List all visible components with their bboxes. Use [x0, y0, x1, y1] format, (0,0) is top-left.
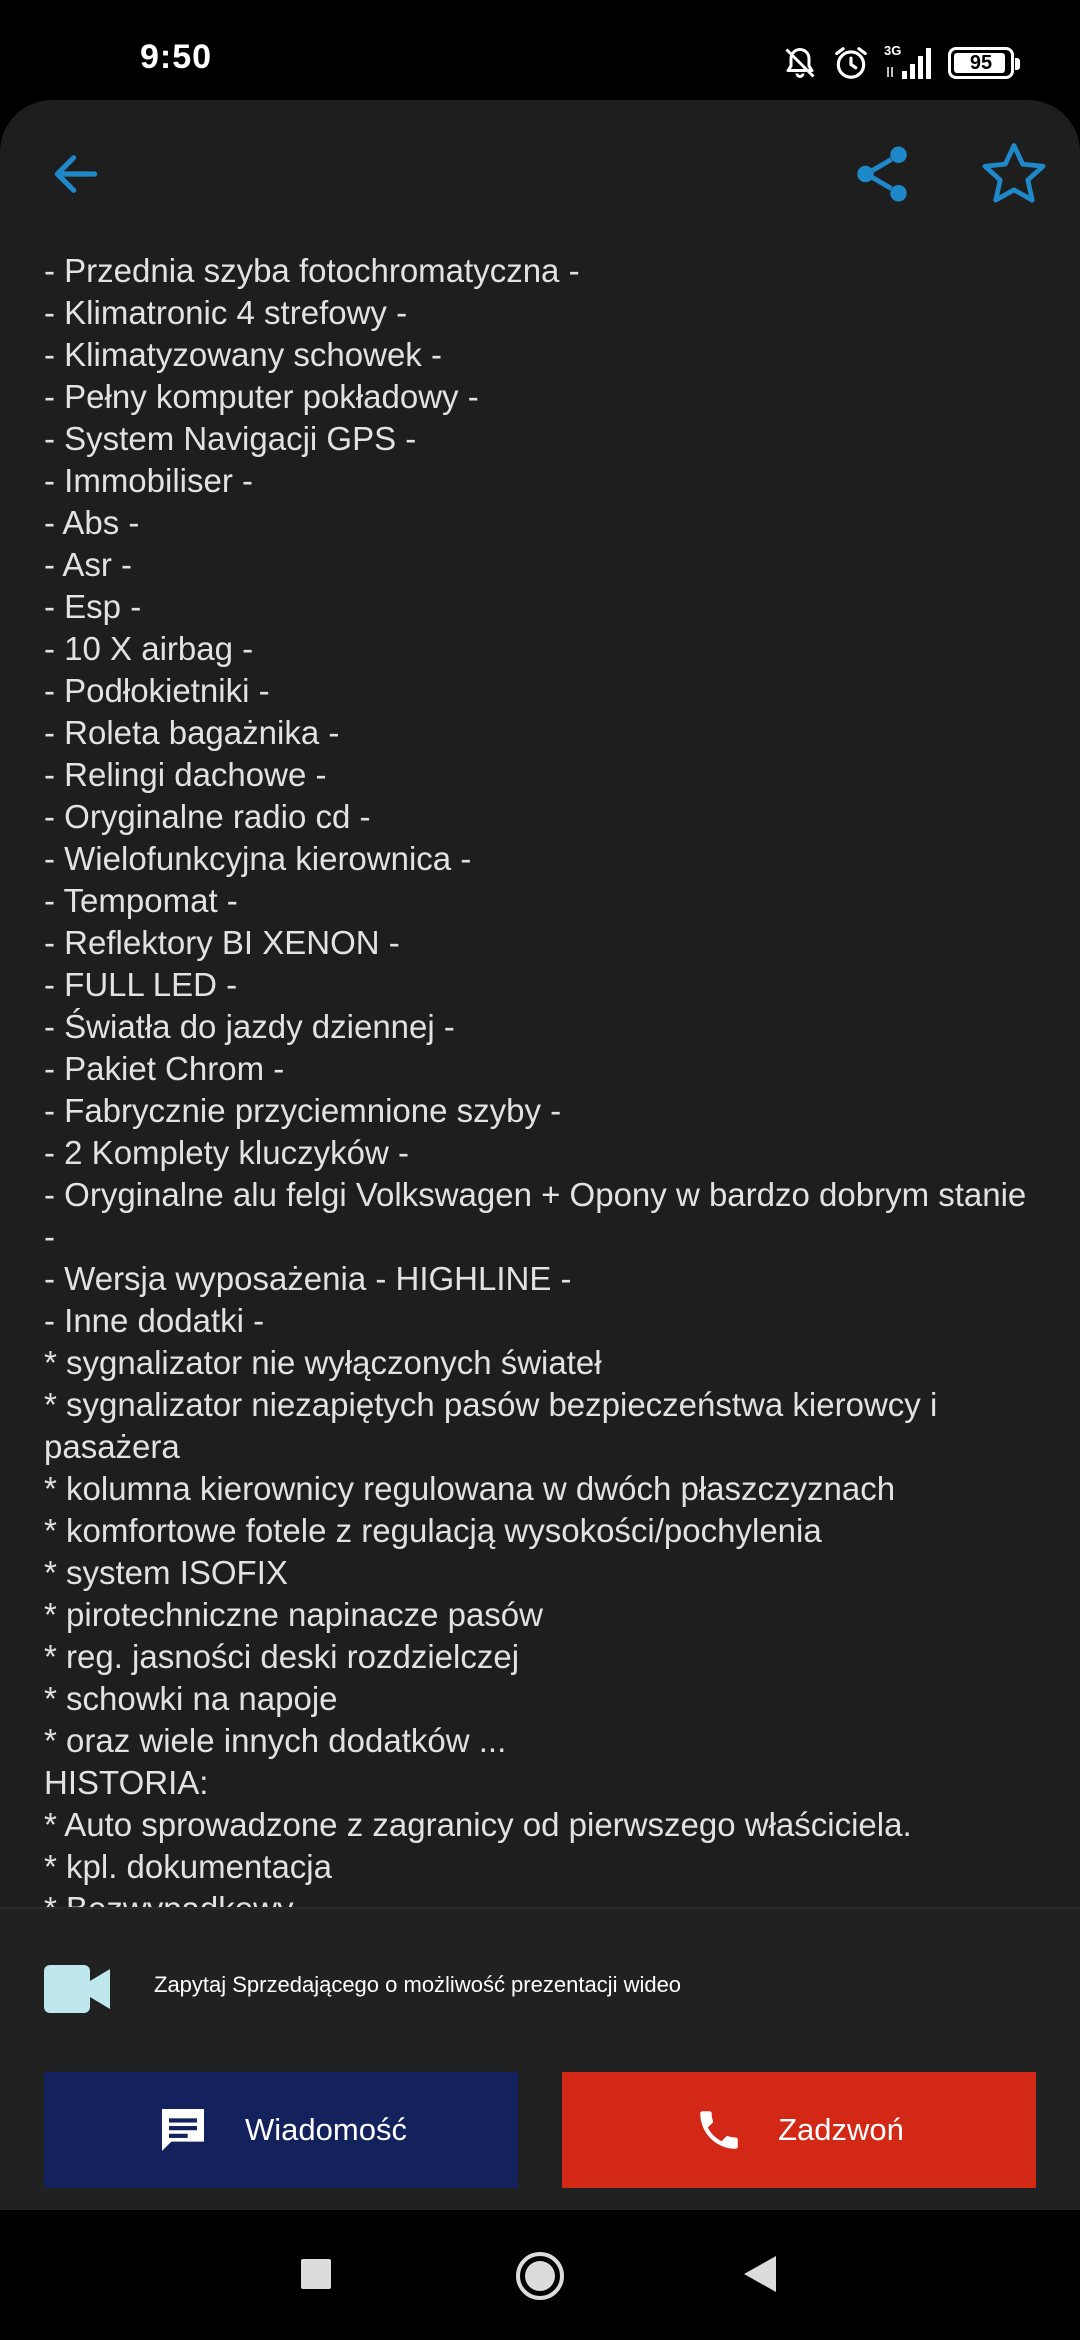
description-line: * pirotechniczne napinacze pasów	[44, 1596, 543, 1633]
description-line: - System Navigacji GPS -	[44, 420, 417, 457]
description-line: * sygnalizator niezapiętych pasów bezpieczeństwa kierowcy i pasażera	[44, 1386, 947, 1465]
description-line: - Przednia szyba fotochromatyczna -	[44, 252, 580, 289]
back-triangle-icon	[742, 2254, 778, 2294]
listing-sheet	[0, 100, 1080, 2210]
description-line: - 2 Komplety kluczyków -	[44, 1134, 409, 1171]
description-line: - Reflektory BI XENON -	[44, 924, 400, 961]
description-line: * Auto sprowadzone z zagranicy od pierwszego właściciela.	[44, 1806, 912, 1843]
description-line: - Klimatyzowany schowek -	[44, 336, 442, 373]
description-line: * system ISOFIX	[44, 1554, 288, 1591]
description-line: - Pakiet Chrom -	[44, 1050, 285, 1087]
call-button-label: Zadzwoń	[778, 2112, 904, 2147]
favorite-button[interactable]	[976, 136, 1052, 212]
description-line: - Esp -	[44, 588, 142, 625]
message-button[interactable]	[44, 2072, 518, 2188]
description-line: * reg. jasności deski rozdzielczej	[44, 1638, 520, 1675]
description-line: * oraz wiele innych dodatków ...	[44, 1722, 507, 1759]
description-line: - FULL LED -	[44, 966, 238, 1003]
status-bar	[0, 0, 1080, 100]
contact-panel	[0, 1907, 1080, 2210]
call-button[interactable]	[562, 2072, 1036, 2188]
video-prompt-row[interactable]	[0, 1909, 1080, 2059]
description-line: HISTORIA:	[44, 1764, 209, 1801]
signal-icon	[884, 45, 934, 81]
description-line: - 10 X airbag -	[44, 630, 254, 667]
share-icon	[849, 141, 915, 207]
video-camera-icon	[44, 1963, 112, 2015]
description-line: - Klimatronic 4 strefowy -	[44, 294, 408, 331]
alarm-icon	[832, 44, 870, 82]
video-prompt-text: Zapytaj Sprzedającego o możliwość prezentacji wideo	[154, 1972, 682, 1997]
message-icon	[155, 2102, 211, 2158]
back-arrow-icon	[48, 146, 104, 202]
description-line: - Relingi dachowe -	[44, 756, 327, 793]
description-line: * kpl. dokumentacja	[44, 1848, 332, 1885]
description-line: - Oryginalne radio cd -	[44, 798, 371, 835]
battery-tip	[1015, 58, 1020, 70]
description-line: - Tempomat -	[44, 882, 238, 919]
description-line: - Wersja wyposażenia - HIGHLINE -	[44, 1260, 572, 1297]
system-nav-bar	[0, 2210, 1080, 2340]
home-button[interactable]	[508, 2244, 572, 2308]
phone-icon	[694, 2105, 744, 2155]
description-line: * schowki na napoje	[44, 1680, 338, 1717]
description-line: - Fabrycznie przyciemnione szyby -	[44, 1092, 562, 1129]
back-button[interactable]	[40, 138, 112, 210]
share-button[interactable]	[846, 138, 918, 210]
description-line: - Inne dodatki -	[44, 1302, 265, 1339]
description-line: - Podłokietniki -	[44, 672, 270, 709]
description-line: - Immobiliser -	[44, 462, 254, 499]
home-circle-icon	[514, 2250, 566, 2302]
description-line: * sygnalizator nie wyłączonych świateł	[44, 1344, 602, 1381]
description-line: * kolumna kierownicy regulowana w dwóch płaszczyznach	[44, 1470, 896, 1507]
star-outline-icon	[978, 138, 1050, 210]
network-type: 3G	[884, 43, 902, 58]
description-line: - Abs -	[44, 504, 140, 541]
recents-button[interactable]	[292, 2250, 340, 2298]
description-line: - Wielofunkcyjna kierownica -	[44, 840, 472, 877]
listing-description[interactable]	[44, 250, 1044, 1907]
status-time: 9:50	[140, 38, 213, 76]
description-line: - Oryginalne alu felgi Volkswagen + Opony w bardzo dobrym stanie -	[44, 1176, 1036, 1255]
nav-back-button[interactable]	[736, 2248, 784, 2300]
description-line: * komfortowe fotele z regulacją wysokości/pochylenia	[44, 1512, 822, 1549]
description-line: - Roleta bagażnika -	[44, 714, 340, 751]
description-line: - Pełny komputer pokładowy -	[44, 378, 479, 415]
battery-level: 95	[969, 51, 993, 74]
description-line: - Asr -	[44, 546, 132, 583]
app-bar	[0, 100, 1080, 250]
battery-icon	[948, 47, 1014, 79]
recents-square-icon	[300, 2258, 332, 2290]
status-icons	[782, 38, 1014, 88]
bell-muted-icon	[782, 45, 818, 81]
message-button-label: Wiadomość	[245, 2112, 407, 2147]
description-line: - Światła do jazdy dziennej -	[44, 1008, 455, 1045]
